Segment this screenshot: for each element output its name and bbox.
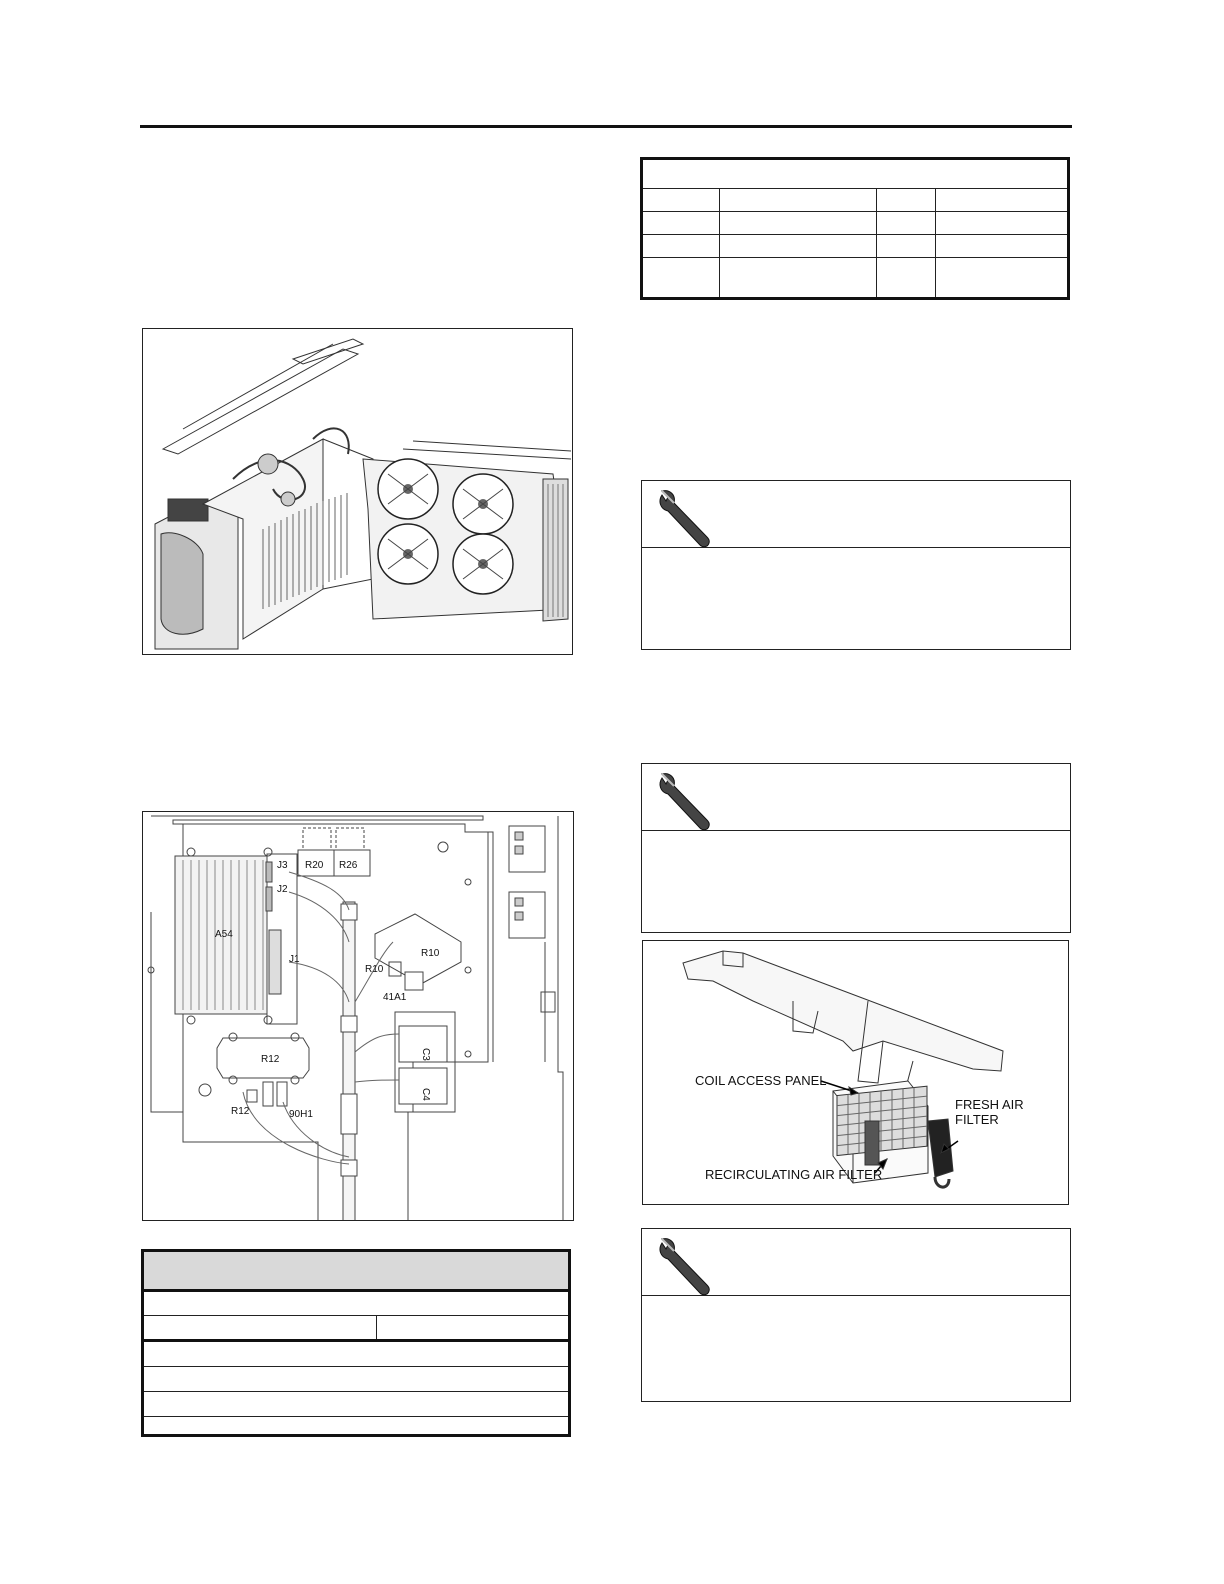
label-r10: R10 bbox=[365, 964, 384, 975]
label-j3: J3 bbox=[277, 860, 288, 871]
spec-table-right bbox=[640, 157, 1070, 300]
table-title-cell bbox=[642, 159, 1069, 189]
label-j1: J1 bbox=[289, 954, 300, 965]
label-41a1: 41A1 bbox=[383, 992, 407, 1003]
wrench-icon bbox=[654, 1233, 714, 1302]
table-row bbox=[144, 1367, 568, 1392]
table-header bbox=[144, 1252, 568, 1292]
label-c3: C3 bbox=[420, 1048, 431, 1061]
callout-filter: FILTER bbox=[955, 1112, 999, 1127]
spec-table-left bbox=[141, 1249, 571, 1437]
tool-note-header bbox=[642, 481, 1070, 548]
callout-recirculating-air-filter: RECIRCULATING AIR FILTER bbox=[705, 1167, 883, 1182]
table-row bbox=[144, 1292, 568, 1316]
label-90h1: 90H1 bbox=[289, 1109, 313, 1120]
callout-fresh-air: FRESH AIR bbox=[955, 1097, 1024, 1112]
table-row bbox=[144, 1316, 568, 1342]
tool-note-header bbox=[642, 1229, 1070, 1296]
table-row bbox=[144, 1392, 568, 1417]
tool-note-box-1 bbox=[641, 480, 1071, 650]
header-rule bbox=[140, 125, 1072, 128]
air-handler-figure bbox=[642, 940, 1069, 1205]
hvac-unit-illustration bbox=[143, 329, 571, 653]
tool-note-box-2 bbox=[641, 763, 1071, 933]
tool-note-box-3 bbox=[641, 1228, 1071, 1402]
wrench-icon bbox=[654, 768, 714, 837]
electrical-panel-figure bbox=[142, 811, 574, 1221]
label-r12-block: R12 bbox=[261, 1054, 280, 1065]
table-row bbox=[144, 1342, 568, 1367]
label-r26: R26 bbox=[339, 860, 358, 871]
hvac-unit-figure bbox=[142, 328, 573, 655]
tool-note-header bbox=[642, 764, 1070, 831]
label-c4: C4 bbox=[420, 1088, 431, 1101]
wrench-icon bbox=[654, 485, 714, 554]
label-r12: R12 bbox=[231, 1106, 250, 1117]
electrical-panel-diagram bbox=[143, 812, 573, 1220]
air-handler-illustration bbox=[643, 941, 1067, 1203]
label-r10-block: R10 bbox=[421, 948, 440, 959]
callout-coil-access-panel: COIL ACCESS PANEL bbox=[695, 1073, 827, 1088]
label-a54: A54 bbox=[215, 929, 233, 940]
label-j2: J2 bbox=[277, 884, 288, 895]
label-r20: R20 bbox=[305, 860, 324, 871]
